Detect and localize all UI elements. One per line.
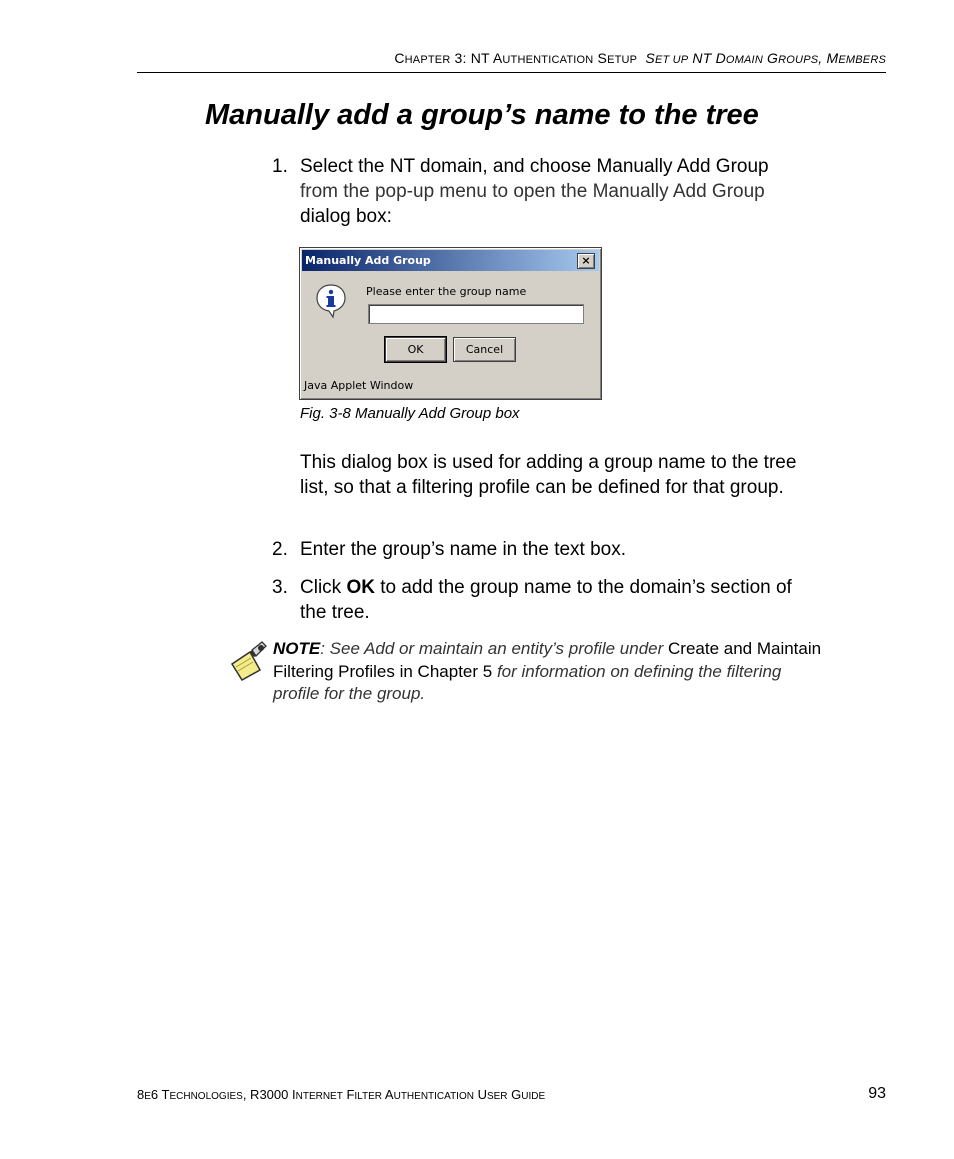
- header-text: D: [715, 50, 726, 66]
- cancel-button[interactable]: Cancel: [453, 337, 516, 362]
- step-number: 3.: [272, 577, 288, 598]
- note-reference: Create and Maintain Filtering Profiles in Chapter 5: [273, 639, 822, 681]
- step-text: from the pop-up menu to open the Manually Add Group: [300, 181, 765, 202]
- footer-text: F: [342, 1087, 355, 1102]
- dialog-title: Manually Add Group: [305, 254, 431, 267]
- header-text: A: [492, 50, 503, 66]
- step-number: 1.: [272, 156, 288, 177]
- header-text: S: [593, 50, 608, 66]
- header-text: ROUPS: [778, 54, 819, 66]
- footer-text: A: [382, 1087, 394, 1102]
- section-title: Manually add a group’s name to the tree: [205, 99, 759, 131]
- group-name-input[interactable]: [368, 304, 584, 324]
- page-number: 93: [868, 1085, 886, 1102]
- header-text: ,: [818, 50, 827, 66]
- footer-text: UIDE: [521, 1091, 546, 1102]
- manually-add-group-dialog: [299, 247, 602, 400]
- note-label: NOTE: [273, 639, 321, 658]
- note-text: : See Add or maintain an entity’s profile under: [320, 639, 668, 658]
- dialog-title-bar: [302, 250, 599, 271]
- footer-text: I: [291, 1087, 296, 1102]
- footer-text: NTERNET: [295, 1091, 343, 1102]
- step-text: Enter the group’s name in the text box.: [300, 539, 627, 560]
- running-header: [137, 50, 886, 66]
- note-pencil-icon: [228, 640, 268, 682]
- footer-text: SER: [486, 1091, 508, 1102]
- step-3: [272, 575, 822, 625]
- footer-text: G: [507, 1087, 522, 1102]
- footer-text: T: [161, 1087, 170, 1102]
- note-text: for information on defining the filtering profile for the group.: [273, 661, 782, 703]
- dialog-footer-text: Java Applet Window: [304, 379, 414, 392]
- footer-text: E: [144, 1091, 151, 1102]
- step-number: 2.: [272, 539, 288, 560]
- step-text: to add the group name to the domain’s section of the tree.: [300, 577, 792, 623]
- footer-text: ILTER: [354, 1091, 383, 1102]
- ok-button[interactable]: OK: [385, 337, 446, 362]
- step-text: dialog box:: [300, 206, 392, 227]
- step-text-bold: OK: [346, 577, 375, 598]
- footer-text: UTHENTICATION: [393, 1091, 474, 1102]
- footer-text: U: [473, 1087, 487, 1102]
- header-text: C: [394, 50, 405, 66]
- footer-text: , R3000: [242, 1087, 292, 1102]
- header-text: ET UP: [654, 54, 689, 66]
- header-text: HAPTER: [404, 54, 451, 66]
- footer-title: [137, 1087, 545, 1102]
- header-text: EMBERS: [838, 54, 886, 66]
- header-text: 3: NT: [450, 50, 493, 66]
- close-icon[interactable]: ×: [577, 253, 595, 269]
- step-text: Click: [300, 577, 347, 598]
- note: [273, 638, 823, 706]
- step-1: [272, 154, 832, 229]
- header-rule: [137, 72, 886, 73]
- dialog-prompt: Please enter the group name: [366, 285, 527, 298]
- header-text: NT: [688, 50, 716, 66]
- header-text: S: [645, 50, 655, 66]
- footer-text: 6: [150, 1087, 162, 1102]
- header-text: UTHENTICATION: [502, 54, 594, 66]
- header-text: G: [762, 50, 779, 66]
- info-icon: [315, 283, 347, 319]
- header-text: ETUP: [607, 54, 638, 66]
- step-text: Select the NT domain, and choose Manually Add Group: [300, 156, 769, 177]
- figure-caption: Fig. 3-8 Manually Add Group box: [300, 405, 520, 422]
- step-2: [272, 537, 832, 562]
- header-text: OMAIN: [725, 54, 763, 66]
- footer-text: ECHNOLOGIES: [169, 1091, 243, 1102]
- description-paragraph: This dialog box is used for adding a group name to the tree list, so that a filtering profile can be defined for that group.: [300, 452, 797, 498]
- footer-text: 8: [137, 1087, 145, 1102]
- header-text: M: [826, 50, 839, 66]
